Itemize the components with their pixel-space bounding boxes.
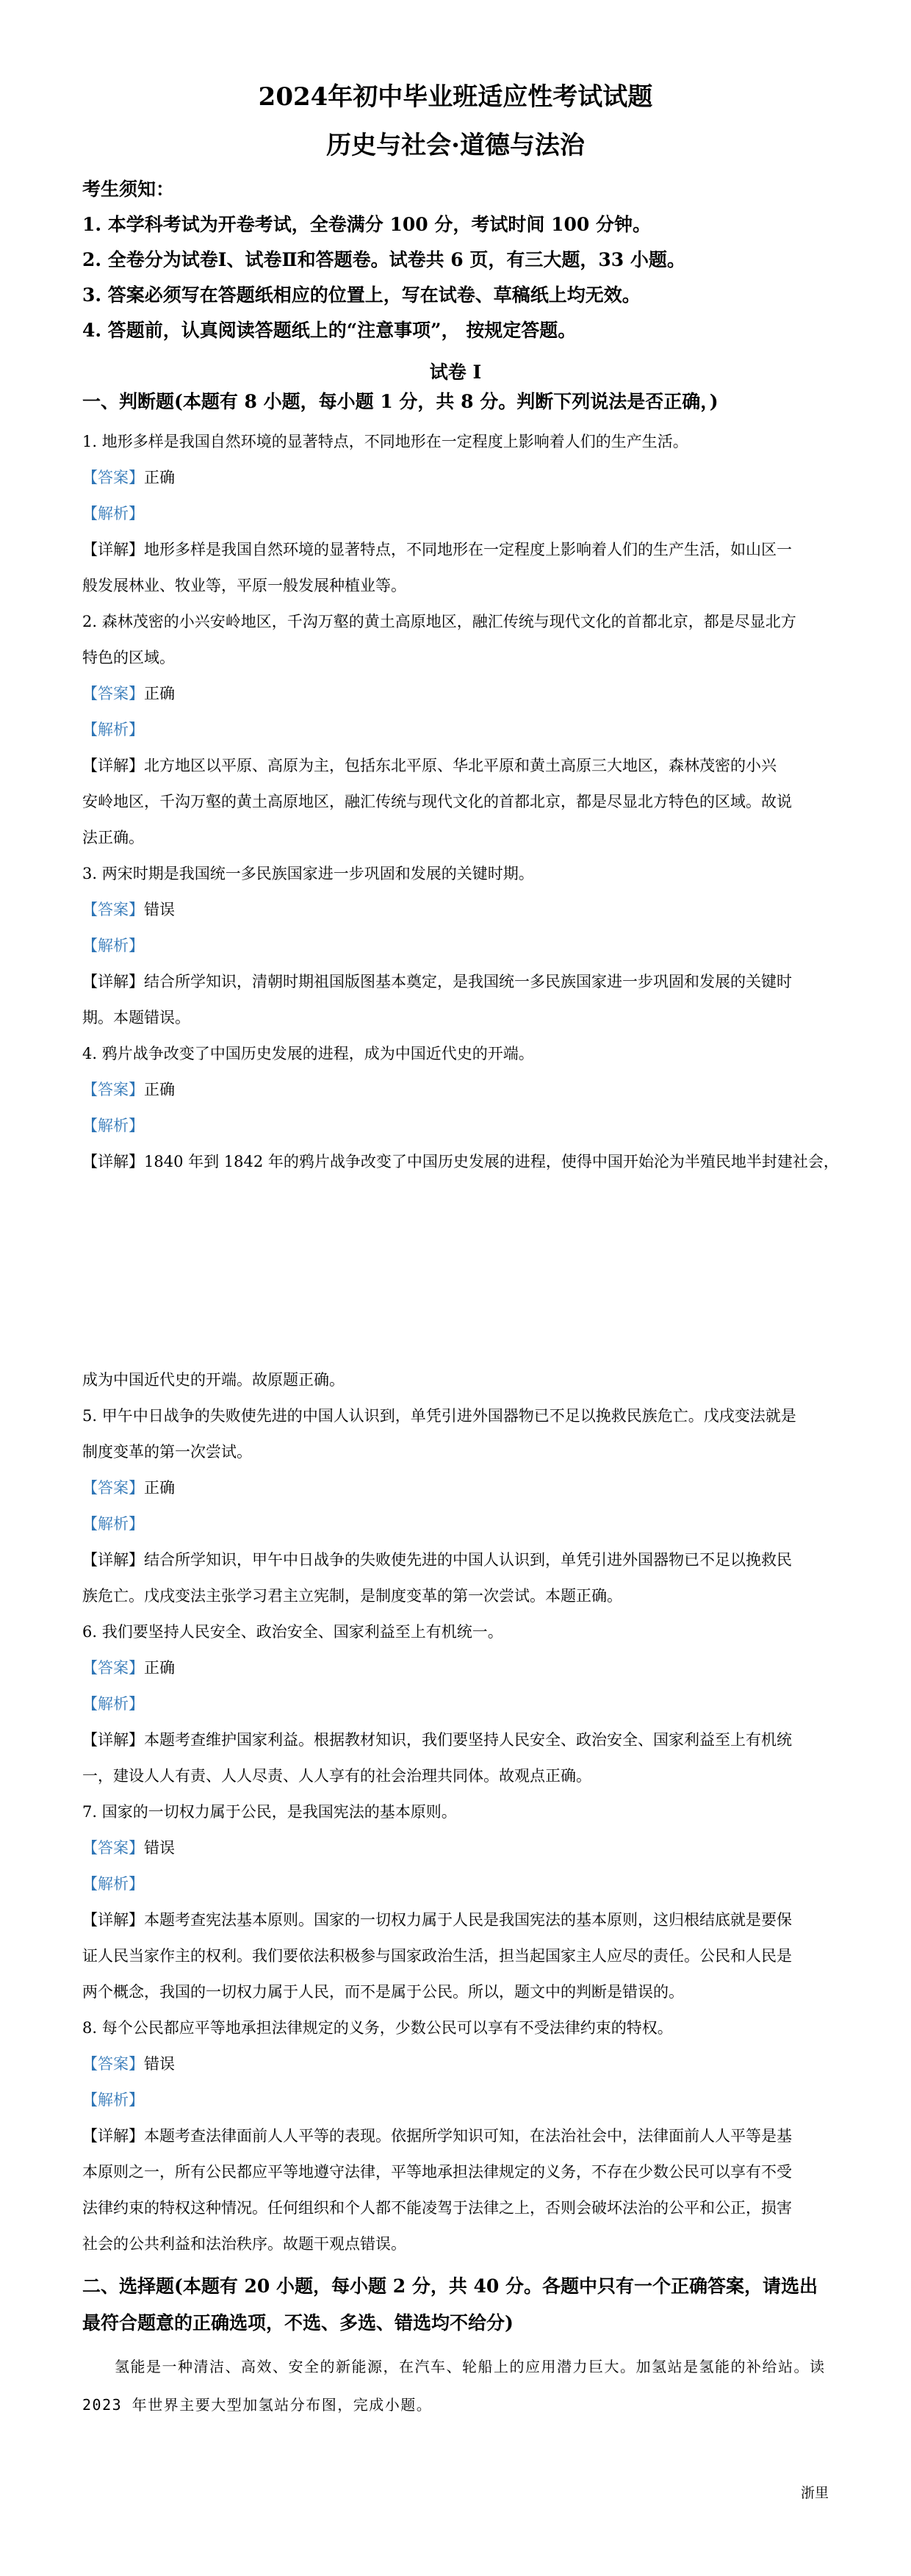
detail-tag: 【详解】	[82, 1911, 144, 1929]
detail-line	[82, 2124, 832, 2146]
notice-item: 1. 本学科考试为开卷考试，全卷满分 100 分，考试时间 100 分钟。	[82, 214, 651, 235]
question-stem: 8. 每个公民都应平等地承担法律规定的义务，少数公民可以享有不受法律约束的特权。	[82, 2019, 673, 2037]
answer-value: 正确	[144, 1081, 175, 1098]
answer-line	[82, 1078, 832, 1100]
answer-tag: 【答案】	[82, 469, 144, 486]
detail-tag: 【详解】	[82, 2127, 144, 2145]
detail-text: 期。本题错误。	[82, 1009, 190, 1026]
detail-text: 般发展林业、牧业等，平原一般发展种植业等。	[82, 577, 406, 594]
detail-text: 族危亡。戊戌变法主张学习君主立宪制，是制度变革的第一次尝试。本题正确。	[82, 1587, 622, 1605]
answer-value: 正确	[144, 1659, 175, 1677]
answer-line	[82, 682, 832, 704]
answer-tag: 【答案】	[82, 1479, 144, 1497]
answer-tag: 【答案】	[82, 2055, 144, 2073]
section-2-heading: 二、选择题(本题有 20 小题，每小题 2 分，共 40 分。各题中只有一个正确答案，请选出最符合题意的正确选项，不选、多选、错选均不给分)	[82, 2275, 818, 2334]
question-stem: 特色的区域。	[82, 649, 175, 666]
analysis-tag: 【解析】	[82, 1515, 144, 1533]
detail-tag: 【详解】	[82, 541, 144, 558]
answer-line	[82, 1656, 832, 1678]
analysis-tag: 【解析】	[82, 937, 144, 954]
detail-tag: 【详解】	[82, 1731, 144, 1749]
detail-line	[82, 970, 832, 992]
detail-line	[82, 1728, 832, 1750]
detail-tag: 【详解】	[82, 1153, 144, 1170]
answer-tag: 【答案】	[82, 1839, 144, 1857]
detail-line	[82, 1908, 832, 1930]
detail-text: 两个概念，我国的一切权力属于人民，而不是属于公民。所以，题文中的判断是错误的。	[82, 1983, 684, 2001]
question-stem: 4. 鸦片战争改变了中国历史发展的进程，成为中国近代史的开端。	[82, 1045, 534, 1062]
answer-value: 错误	[144, 901, 175, 918]
analysis-tag: 【解析】	[82, 721, 144, 738]
detail-text: 法正确。	[82, 829, 144, 846]
answer-line	[82, 2052, 832, 2074]
detail-text: 一，建设人人有责、人人尽责、人人享有的社会治理共同体。故观点正确。	[82, 1767, 591, 1785]
detail-text: 1840 年到 1842 年的鸦片战争改变了中国历史发展的进程，使得中国开始沦为半殖民地半封建社会，	[144, 1153, 839, 1170]
notice-heading: 考生须知：	[82, 179, 175, 200]
detail-tag: 【详解】	[82, 757, 144, 774]
detail-tag: 【详解】	[82, 1551, 144, 1569]
detail-text: 法律约束的特权这种情况。任何组织和个人都不能凌驾于法律之上，否则会破坏法治的公平和公正，损害	[82, 2199, 792, 2217]
analysis-tag: 【解析】	[82, 1695, 144, 1713]
answer-line	[82, 1836, 832, 1858]
answer-line	[82, 898, 832, 920]
footer-watermark: 浙里	[800, 2485, 829, 2501]
question-stem: 5. 甲午中日战争的失败使先进的中国人认识到，单凭引进外国器物已不足以挽救民族危亡。戊戌变法就是	[82, 1407, 796, 1425]
answer-value: 错误	[144, 2055, 175, 2073]
detail-text: 结合所学知识，清朝时期祖国版图基本奠定，是我国统一多民族国家进一步巩固和发展的关键时	[144, 973, 792, 990]
analysis-tag: 【解析】	[82, 1117, 144, 1134]
detail-text: 社会的公共利益和法治秩序。故题干观点错误。	[82, 2235, 406, 2253]
paper-label: 试卷 Ⅰ	[429, 361, 482, 383]
answer-value: 错误	[144, 1839, 175, 1857]
detail-text: 本题考查宪法基本原则。国家的一切权力属于人民是我国宪法的基本原则，这归根结底就是要保	[144, 1911, 792, 1929]
reading-passage: 氢能是一种清洁、高效、安全的新能源，在汽车、轮船上的应用潜力巨大。加氢站是氢能的补给站。读 2023 年世界主要大型加氢站分布图，完成小题。	[82, 2358, 826, 2414]
answer-tag: 【答案】	[82, 901, 144, 918]
answer-value: 正确	[144, 685, 175, 702]
detail-text: 本题考查维护国家利益。根据教材知识，我们要坚持人民安全、政治安全、国家利益至上有机统	[144, 1731, 792, 1749]
analysis-tag: 【解析】	[82, 1875, 144, 1893]
exam-subtitle: 历史与社会·道德与法治	[326, 131, 585, 160]
question-stem: 2. 森林茂密的小兴安岭地区，千沟万壑的黄土高原地区，融汇传统与现代文化的首都北京，都是尽显北方	[82, 613, 796, 630]
question-stem: 7. 国家的一切权力属于公民，是我国宪法的基本原则。	[82, 1803, 457, 1821]
question-stem: 1. 地形多样是我国自然环境的显著特点，不同地形在一定程度上影响着人们的生产生活。	[82, 433, 688, 450]
analysis-tag: 【解析】	[82, 505, 144, 522]
answer-tag: 【答案】	[82, 685, 144, 702]
exam-title: 2024年初中毕业班适应性考试试题	[258, 82, 653, 112]
detail-line	[82, 538, 832, 560]
answer-line	[82, 466, 832, 488]
notice-item: 3. 答案必须写在答题纸相应的位置上，写在试卷、草稿纸上均无效。	[82, 284, 641, 306]
answer-value: 正确	[144, 1479, 175, 1497]
answer-tag: 【答案】	[82, 1659, 144, 1677]
detail-line	[82, 1150, 839, 1172]
detail-text: 本原则之一，所有公民都应平等地遵守法律，平等地承担法律规定的义务，不存在少数公民可以享有不受	[82, 2163, 792, 2181]
section-1-heading: 一、判断题(本题有 8 小题，每小题 1 分，共 8 分。判断下列说法是否正确，)	[82, 391, 719, 412]
notice-item: 2. 全卷分为试卷Ⅰ、试卷Ⅱ和答题卷。试卷共 6 页，有三大题，33 小题。	[82, 249, 685, 270]
notice-item: 4. 答题前，认真阅读答题纸上的“注意事项”， 按规定答题。	[82, 320, 577, 341]
detail-text: 安岭地区，千沟万壑的黄土高原地区，融汇传统与现代文化的首都北京，都是尽显北方特色的区域。故说	[82, 793, 792, 810]
answer-value: 正确	[144, 469, 175, 486]
detail-line	[82, 1548, 832, 1570]
answer-line	[82, 1476, 832, 1498]
detail-text: 本题考查法律面前人人平等的表现。依据所学知识可知，在法治社会中，法律面前人人平等是基	[144, 2127, 792, 2145]
detail-text: 结合所学知识，甲午中日战争的失败使先进的中国人认识到，单凭引进外国器物已不足以挽救民	[144, 1551, 792, 1569]
detail-text: 北方地区以平原、高原为主，包括东北平原、华北平原和黄土高原三大地区，森林茂密的小兴	[144, 757, 777, 774]
answer-tag: 【答案】	[82, 1081, 144, 1098]
question-stem: 3. 两宋时期是我国统一多民族国家进一步巩固和发展的关键时期。	[82, 865, 534, 882]
detail-text: 证人民当家作主的权利。我们要依法积极参与国家政治生活，担当起国家主人应尽的责任。公民和人民是	[82, 1947, 792, 1965]
detail-text: 地形多样是我国自然环境的显著特点，不同地形在一定程度上影响着人们的生产生活，如山区一	[144, 541, 792, 558]
question-stem: 制度变革的第一次尝试。	[82, 1443, 252, 1461]
question-stem: 6. 我们要坚持人民安全、政治安全、国家利益至上有机统一。	[82, 1623, 503, 1641]
detail-tag: 【详解】	[82, 973, 144, 990]
analysis-tag: 【解析】	[82, 2091, 144, 2109]
detail-line	[82, 754, 832, 776]
detail-text: 成为中国近代史的开端。故原题正确。	[82, 1371, 345, 1389]
